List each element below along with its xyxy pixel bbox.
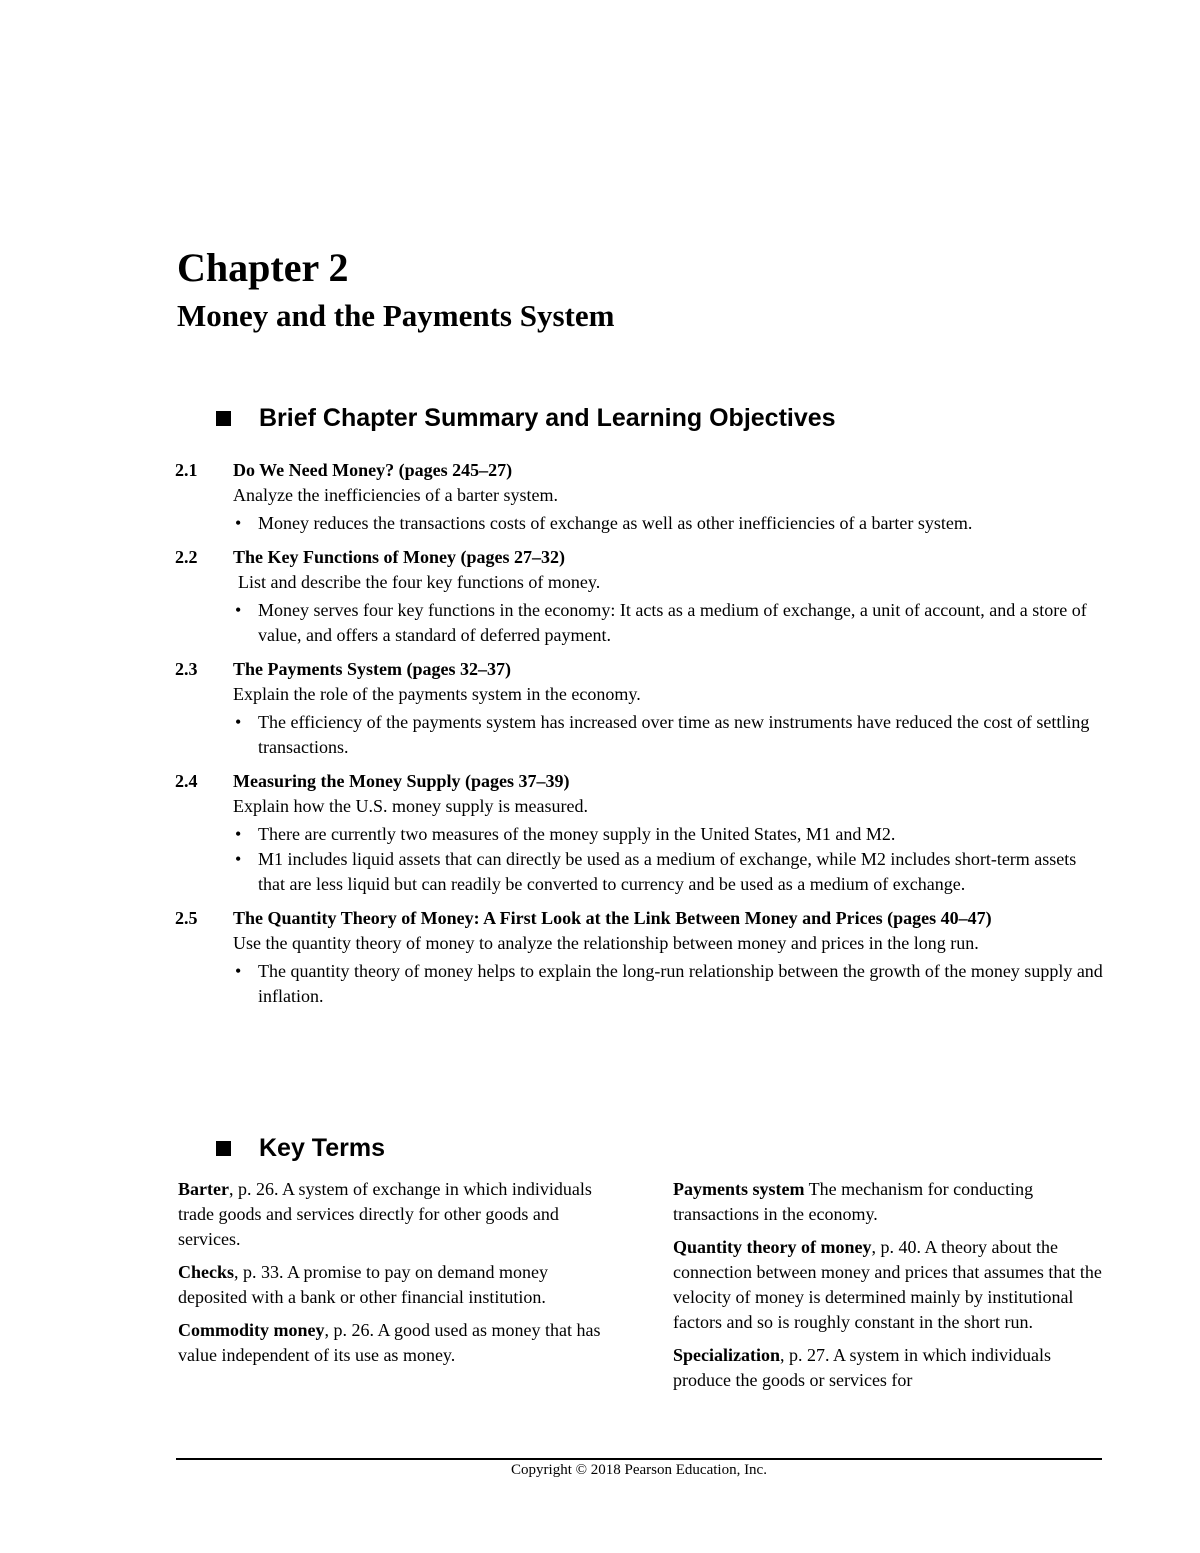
objective-item	[175, 906, 1105, 1009]
bullet-icon: •	[235, 712, 242, 732]
objective-description: Explain how the U.S. money supply is measured.	[233, 796, 588, 816]
chapter-title: Money and the Payments System	[177, 298, 615, 333]
objective-description: Use the quantity theory of money to analyze the relationship between money and prices in the long run.	[233, 933, 979, 953]
objective-description: Explain the role of the payments system in the economy.	[233, 684, 641, 704]
key-terms	[178, 1177, 1103, 1401]
term-entry	[178, 1260, 608, 1310]
term-entry	[673, 1235, 1103, 1335]
bullet-icon: •	[235, 600, 242, 620]
bullet-icon: •	[235, 513, 242, 533]
objective-description: List and describe the four key functions of money.	[238, 572, 601, 592]
term-definition: , p. 33. A promise to pay on demand money deposited with a bank or other financial institution.	[178, 1262, 548, 1307]
term-entry	[178, 1177, 608, 1252]
term-definition: , p. 26. A good used as money that has value independent of its use as money.	[178, 1320, 601, 1365]
objective-title: Measuring the Money Supply (pages 37–39)	[233, 771, 570, 791]
summary-heading-text: Brief Chapter Summary and Learning Objectives	[259, 404, 836, 432]
term-name: Specialization	[673, 1345, 780, 1365]
summary-section-heading	[216, 404, 836, 433]
objective-item	[175, 458, 1105, 536]
objective-item	[175, 657, 1105, 760]
term-name: Commodity money	[178, 1320, 325, 1340]
objective-bullet: • The quantity theory of money helps to explain the long-run relationship between the growth of the money supply and inflation.	[235, 961, 1103, 1006]
objective-bullet: • There are currently two measures of the money supply in the United States, M1 and M2.	[233, 822, 1105, 847]
bullet-icon: •	[235, 961, 242, 981]
bullet-icon: •	[235, 824, 242, 844]
learning-objectives	[175, 458, 1105, 1018]
objective-description: Analyze the inefficiencies of a barter system.	[233, 485, 559, 505]
footer-divider	[176, 1458, 1102, 1460]
square-bullet-icon	[216, 411, 231, 426]
objective-number: 2.5	[175, 908, 198, 928]
objective-item	[175, 769, 1105, 897]
objective-item	[175, 545, 1105, 648]
term-name: Quantity theory of money	[673, 1237, 872, 1257]
bullet-icon: •	[235, 849, 242, 869]
objective-number: 2.4	[175, 771, 198, 791]
objective-bullet: • Money reduces the transactions costs of exchange as well as other inefficiencies of a barter system.	[233, 511, 1105, 536]
objective-title: The Payments System (pages 32–37)	[233, 659, 511, 679]
objective-title: Do We Need Money? (pages 245–27)	[233, 460, 513, 480]
term-definition: , p. 26. A system of exchange in which individuals trade goods and services directly for other goods and services.	[178, 1179, 592, 1249]
objective-bullet: • M1 includes liquid assets that can directly be used as a medium of exchange, while M2 includes short-term assets that are less liquid but can readily be converted to currency and be used as a medium of exchange.	[235, 849, 1077, 894]
key-terms-left-column	[178, 1177, 608, 1401]
chapter-number: Chapter 2	[177, 245, 349, 290]
term-name: Checks	[178, 1262, 235, 1282]
square-bullet-icon	[216, 1141, 231, 1156]
term-entry	[673, 1343, 1103, 1393]
term-entry	[178, 1318, 608, 1368]
objective-bullet: • The efficiency of the payments system has increased over time as new instruments have reduced the cost of settling transactions.	[235, 712, 1090, 757]
term-name: Payments system	[673, 1179, 805, 1199]
footer-copyright: Copyright © 2018 Pearson Education, Inc.	[511, 1462, 767, 1478]
term-entry	[673, 1177, 1103, 1227]
objective-number: 2.2	[175, 547, 198, 567]
objective-title: The Key Functions of Money (pages 27–32)	[233, 547, 565, 567]
objective-number: 2.3	[175, 659, 198, 679]
objective-number: 2.1	[175, 460, 198, 480]
term-name: Barter	[178, 1179, 229, 1199]
key-terms-heading	[216, 1134, 385, 1163]
objective-bullet: • Money serves four key functions in the economy: It acts as a medium of exchange, a unit of account, and a store of value, and offers a standard of deferred payment.	[235, 600, 1087, 645]
term-definition: The mechanism for conducting transactions in the economy.	[673, 1179, 1034, 1224]
objective-title: The Quantity Theory of Money: A First Look at the Link Between Money and Prices (pages 40–47)	[233, 908, 992, 928]
term-definition: , p. 40. A theory about the connection between money and prices that assumes that the velocity of money is determined mainly by institutional factors and so is roughly constant in the short run.	[673, 1237, 1102, 1332]
term-definition: , p. 27. A system in which individuals produce the goods or services for	[673, 1345, 1052, 1390]
key-terms-heading-text: Key Terms	[259, 1134, 385, 1162]
key-terms-right-column	[673, 1177, 1103, 1401]
